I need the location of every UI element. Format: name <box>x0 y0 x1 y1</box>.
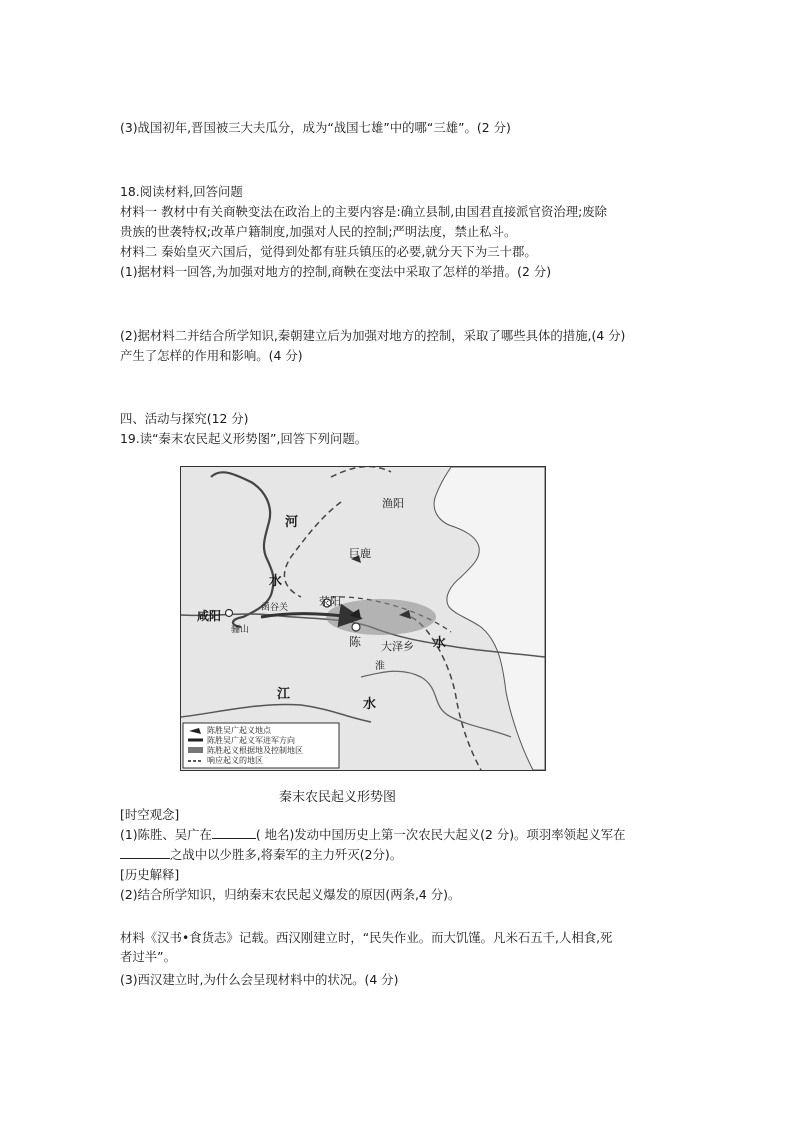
map-label-he: 河 <box>285 515 299 530</box>
material-1-line-2: 贵族的世袭特权;改革户籍制度,加强对人民的控制;严明法度，禁止私斗。 <box>120 224 517 239</box>
map-label-jiang: 江 <box>277 687 291 702</box>
tag-historical-explanation: [历史解释] <box>120 867 180 882</box>
question-18-part-1: (1)据材料一回答,为加强对地方的控制,商鞅在变法中采取了怎样的举措。(2 分) <box>120 264 552 279</box>
answer-blank-battle[interactable] <box>120 846 170 859</box>
question-17-part-3: (3)战国初年,晋国被三大夫瓜分，成为“战国七雄”中的哪“三雄”。(2 分) <box>120 120 511 135</box>
question-19-part-1-line-2 <box>120 846 402 864</box>
legend-symbol-territory <box>188 747 203 753</box>
q19-p1-text-a: (1)陈胜、吴广在 <box>120 827 212 842</box>
answer-blank-place[interactable] <box>212 826 256 839</box>
hanshu-material-line-2: 者过半”。 <box>120 949 176 964</box>
q19-p1-text-b: ( 地名)发动中国历史上第一次农民大起义(2 分)。项羽率领起义军在 <box>255 827 626 842</box>
hanshu-material-line-1: 材料《汉书•食货志》记载。西汉刚建立时，“民失作业。而大饥馑。凡米石五千,人相食,死 <box>120 930 613 945</box>
map-label-huai: 淮 <box>375 661 385 672</box>
question-19-part-1-line-1 <box>120 826 626 844</box>
legend-item-advance: 陈胜吴广起义军进军方向 <box>207 736 295 745</box>
map-label-julu: 巨鹿 <box>349 547 371 560</box>
map-label-yuyang: 渔阳 <box>382 497 404 510</box>
tag-spacetime: [时空观念] <box>120 807 180 822</box>
map-label-shui-1: 水 <box>269 574 283 589</box>
question-18-part-2-line-2: 产生了怎样的作用和影响。(4 分) <box>120 348 303 363</box>
question-19-title: 19.读“秦末农民起义形势图”,回答下列问题。 <box>120 431 368 446</box>
section-4-heading: 四、活动与探究(12 分) <box>120 411 249 426</box>
map-caption: 秦末农民起义形势图 <box>279 790 397 805</box>
question-18-part-2-line-1: (2)据材料二并结合所学知识,秦朝建立后为加强对地方的控制，采取了哪些具体的措施,(4 分) <box>120 328 626 343</box>
map-label-lishan: 骊山 <box>231 625 250 635</box>
map-label-shui-2: 水 <box>433 636 447 651</box>
map-label-hanguguan: 函谷关 <box>261 603 289 613</box>
map-label-chen: 陈 <box>349 635 362 649</box>
question-18-title: 18.阅读材料,回答问题 <box>120 184 243 199</box>
legend-item-territory: 陈胜起义根据地及控制地区 <box>207 746 303 755</box>
legend-item-response: 响应起义的地区 <box>207 756 263 765</box>
qin-uprising-map <box>180 466 546 771</box>
map-label-shui-3: 水 <box>363 697 377 712</box>
question-19-part-3: (3)西汉建立时,为什么会呈现材料中的状况。(4 分) <box>120 972 399 987</box>
material-2: 材料二 秦始皇灭六国后，觉得到处都有驻兵镇压的必要,就分天下为三十郡。 <box>120 244 537 259</box>
q19-p1-text-c: 之战中以少胜多,将秦军的主力歼灭(2分)。 <box>170 847 403 862</box>
map-label-xingyang: 荥阳 <box>319 595 341 608</box>
map-label-xianyang: 咸阳 <box>197 609 222 623</box>
material-1-line-1: 材料一 教材中有关商鞅变法在政治上的主要内容是:确立县制,由国君直接派官资治理;废除 <box>120 204 608 219</box>
question-19-part-2: (2)结合所学知识，归纳秦末农民起义爆发的原因(两条,4 分)。 <box>120 887 461 902</box>
map-label-dazexiang: 大泽乡 <box>381 640 414 653</box>
legend-item-origin: 陈胜吴广起义地点 <box>207 726 271 735</box>
